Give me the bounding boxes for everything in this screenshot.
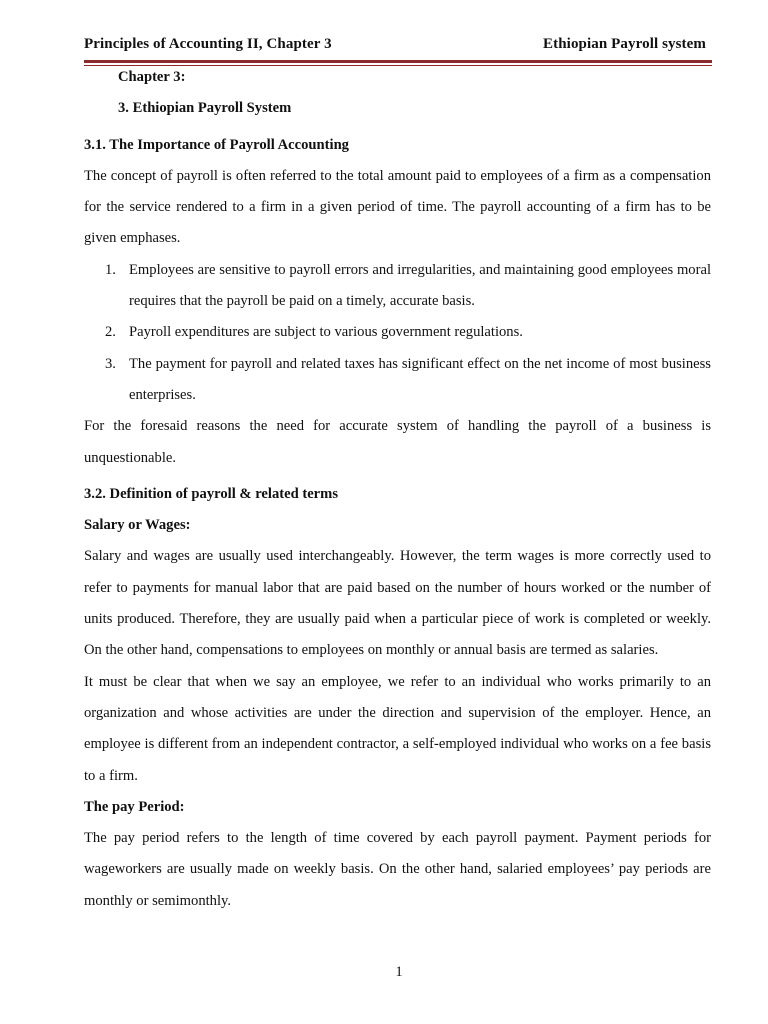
list-item — [84, 317, 711, 348]
paragraph-employee-definition: It must be clear that when we say an employee, we refer to an individual who works primarily to an organization and whose activities are under the direction and supervision of the employer. Hence, an employee is different from an independent contractor, a self-employed individual who works on a fee basis to a firm. — [84, 673, 711, 784]
sub-heading-pay-period: The pay Period: — [84, 798, 185, 815]
list-item-number: 1. — [105, 261, 116, 278]
sub-heading-salary-wages: Salary or Wages: — [84, 517, 191, 534]
chapter-title: 3. Ethiopian Payroll System — [118, 100, 292, 117]
paragraph-salary-wages: Salary and wages are usually used interchangeably. However, the term wages is more correctly used to refer to payments for manual labor that are paid based on the number of hours worked or the number of units produced. Therefore, they are usually paid when a particular piece of work is completed or weekly. On the other hand, compensations to employees on monthly or annual basis are termed as salaries. — [84, 548, 711, 659]
list-item-number: 2. — [105, 324, 116, 341]
list-item-text: The payment for payroll and related taxes has significant effect on the net income of most business enterprises. — [129, 355, 711, 403]
list-item-text: Employees are sensitive to payroll errors and irregularities, and maintaining good employees moral requires that the payroll be paid on a timely, accurate basis. — [129, 261, 711, 310]
list-item — [84, 255, 711, 318]
paragraph-conclusion: For the foresaid reasons the need for accurate system of handling the payroll of a business is unquestionable. — [84, 418, 711, 466]
page-number: 1 — [395, 964, 403, 980]
section-heading-3-2: 3.2. Definition of payroll & related terms — [84, 485, 339, 502]
list-item — [84, 349, 711, 412]
chapter-label: Chapter 3: — [118, 69, 186, 85]
paragraph-pay-period: The pay period refers to the length of time covered by each payroll payment. Payment periods for wageworkers are usually made on weekly basis. On the other hand, salaried employees’ pay periods are monthly or semimonthly. — [84, 830, 711, 909]
running-header — [84, 36, 706, 53]
list-item-text: Payroll expenditures are subject to various government regulations. — [129, 324, 523, 341]
header-left-title: Principles of Accounting II, Chapter 3 — [84, 36, 332, 52]
header-right-title: Ethiopian Payroll system — [543, 36, 706, 52]
paragraph-payroll-concept: The concept of payroll is often referred to the total amount paid to employees of a firm as a compensation for the service rendered to a firm in a given period of time. The payroll accounting of a firm has to be given emphases. — [84, 167, 711, 247]
section-heading-3-1: 3.1. The Importance of Payroll Accounting — [84, 136, 349, 153]
page-body — [84, 62, 711, 917]
importance-list — [84, 255, 711, 411]
list-item-number: 3. — [105, 355, 116, 372]
